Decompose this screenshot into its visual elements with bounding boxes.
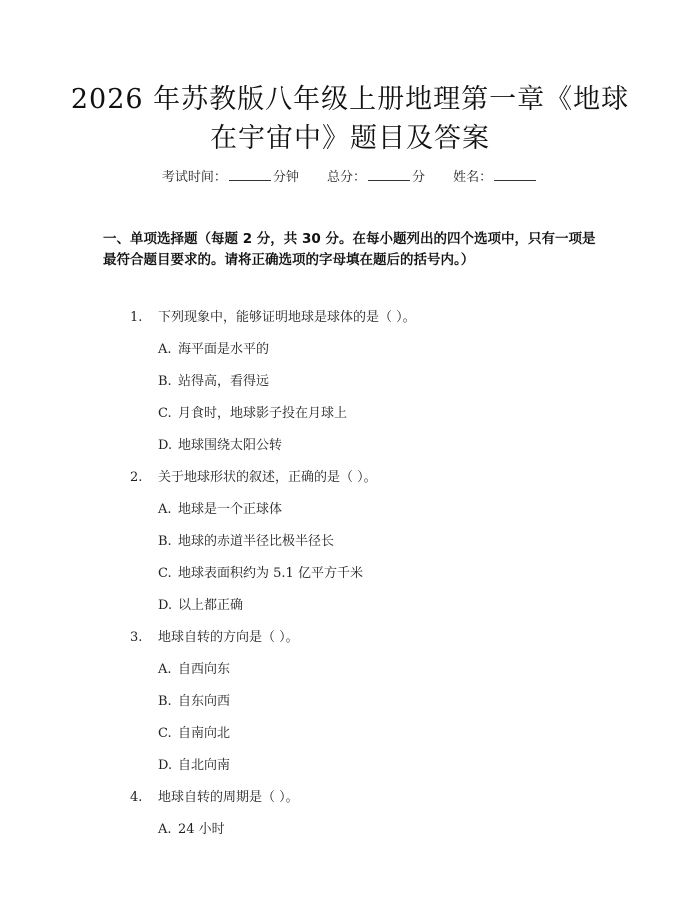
total-score <box>327 170 429 185</box>
exam-time-label: 考试时间： <box>161 170 227 185</box>
question-3 <box>130 628 299 648</box>
option-letter: D. <box>158 758 173 773</box>
option-letter: B. <box>158 534 172 549</box>
option-letter: B. <box>158 374 172 389</box>
question-text: 关于地球形状的叙述，正确的是（ ）。 <box>158 470 377 485</box>
q3-option-a <box>158 660 230 680</box>
option-text: 自南向北 <box>178 726 231 741</box>
q2-option-c <box>158 564 363 584</box>
q1-option-b <box>158 372 269 392</box>
q1-option-a <box>158 340 269 360</box>
exam-info <box>0 168 700 188</box>
question-2 <box>130 468 377 488</box>
question-text: 地球自转的周期是（ ）。 <box>158 790 299 805</box>
option-letter: A. <box>158 342 172 357</box>
student-name <box>453 170 538 185</box>
option-text: 地球的赤道半径比极半径长 <box>178 534 335 549</box>
student-name-label: 姓名： <box>453 170 493 185</box>
option-letter: D. <box>158 438 173 453</box>
option-letter: A. <box>158 822 172 837</box>
question-text: 下列现象中，能够证明地球是球体的是（ ）。 <box>158 310 416 325</box>
student-name-blank <box>494 168 536 181</box>
exam-time-unit: 分钟 <box>272 170 299 185</box>
q3-option-d <box>158 756 230 776</box>
q2-option-b <box>158 532 334 552</box>
exam-time <box>162 170 303 185</box>
option-text: 站得高，看得远 <box>178 374 270 389</box>
question-4 <box>130 788 299 808</box>
total-score-unit: 分 <box>412 170 426 185</box>
option-letter: C. <box>158 566 172 581</box>
section-heading-line-2: 最符合题目要求的。请将正确选项的字母填在题后的括号内。） <box>103 252 475 268</box>
q3-option-c <box>158 724 230 744</box>
option-text: 自东向西 <box>178 694 231 709</box>
q3-option-b <box>158 692 230 712</box>
question-number: 1. <box>130 310 143 325</box>
question-text: 地球自转的方向是（ ）。 <box>158 630 299 645</box>
option-text: 自西向东 <box>178 662 231 677</box>
exam-time-blank <box>229 168 271 181</box>
q1-option-d <box>158 436 282 456</box>
option-text: 月食时，地球影子投在月球上 <box>178 406 348 421</box>
option-text: 地球围绕太阳公转 <box>178 438 283 453</box>
option-letter: C. <box>158 726 172 741</box>
option-letter: A. <box>158 502 172 517</box>
total-score-label: 总分： <box>326 170 366 185</box>
option-letter: D. <box>158 598 173 613</box>
question-number: 3. <box>130 630 143 645</box>
option-text: 以上都正确 <box>178 598 244 613</box>
option-text: 自北向南 <box>178 758 231 773</box>
q4-option-a <box>158 820 225 840</box>
option-letter: C. <box>158 406 172 421</box>
q2-option-d <box>158 596 243 616</box>
question-number: 2. <box>130 470 143 485</box>
option-text: 地球表面积约为 5.1 亿平方千米 <box>178 566 363 581</box>
question-number: 4. <box>130 790 143 805</box>
option-letter: B. <box>158 694 172 709</box>
total-score-blank <box>368 168 410 181</box>
section-heading-line-1: 一、单项选择题（每题 2 分，共 30 分。在每小题列出的四个选项中，只有一项是 <box>103 231 596 247</box>
option-text: 地球是一个正球体 <box>178 502 283 517</box>
option-letter: A. <box>158 662 172 677</box>
page-title-line-2: 在宇宙中》题目及答案 <box>210 123 490 154</box>
question-1 <box>130 308 416 328</box>
q1-option-c <box>158 404 347 424</box>
option-text: 24 小时 <box>178 822 225 837</box>
page-title-line-1: 2026 年苏教版八年级上册地理第一章《地球 <box>70 84 630 115</box>
q2-option-a <box>158 500 282 520</box>
option-text: 海平面是水平的 <box>178 342 270 357</box>
